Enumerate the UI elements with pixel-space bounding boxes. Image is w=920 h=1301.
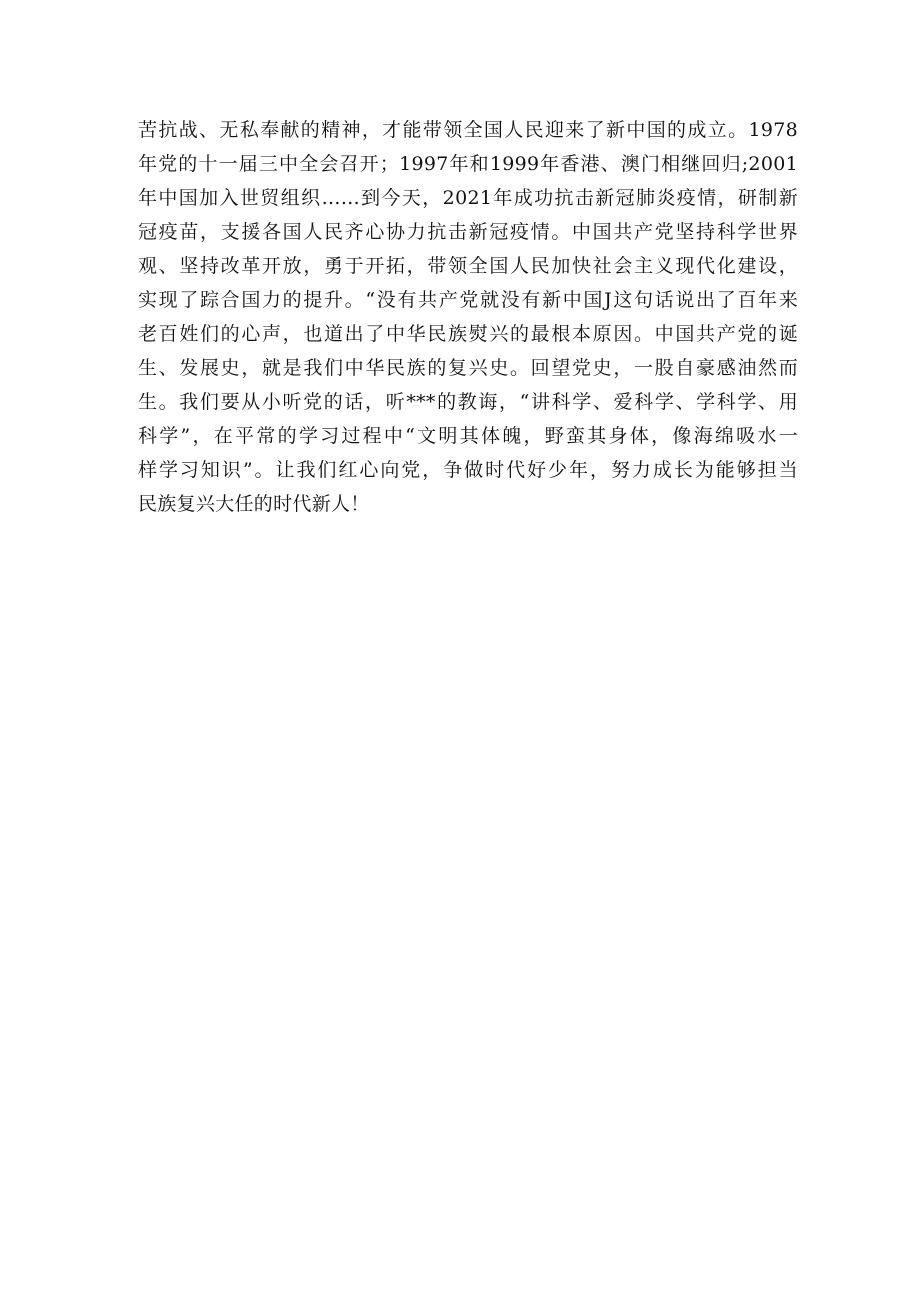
paragraph-line: 样学习知识”。让我们红心向党，争做时代好少年，努力成长为能够担当 (138, 459, 798, 481)
paragraph-line: 年党的十一届三中全会召开；1997年和1999年香港、澳门相继回归;2001 (138, 153, 798, 175)
paragraph-line: 生。我们要从小听党的话，听***的教诲，“讲科学、爱科学、学科学、用 (138, 391, 798, 413)
paragraph-line: 实现了踪合国力的提升。“没有共产党就没有新中国J这句话说出了百年来 (138, 289, 798, 311)
paragraph-line: 生、发展史，就是我们中华民族的复兴史。回望党史，一股自豪感油然而 (138, 357, 798, 379)
paragraph-line: 老百姓们的心声，也道出了中华民族熨兴的最根本原因。中国共产党的诞 (138, 323, 798, 345)
paragraph-line: 观、坚持改革开放，勇于开拓，带领全国人民加快社会主义现代化建设， (138, 255, 798, 277)
paragraph-line: 苦抗战、无私奉献的精神，才能带领全国人民迎来了新中国的成立。1978 (138, 119, 798, 141)
paragraph-line: 科学”，在平常的学习过程中“文明其体魄，野蛮其身体，像海绵吸水一 (138, 425, 798, 447)
paragraph-line: 年中国加入世贸组织……到今天，2021年成功抗击新冠肺炎疫情，研制新 (138, 187, 798, 209)
paragraph-line: 冠疫苗，支援各国人民齐心协力抗击新冠疫情。中国共产党坚持科学世界 (138, 221, 798, 243)
body-paragraph (138, 113, 798, 521)
paragraph-line: 民族复兴大任的时代新人！ (138, 493, 370, 515)
